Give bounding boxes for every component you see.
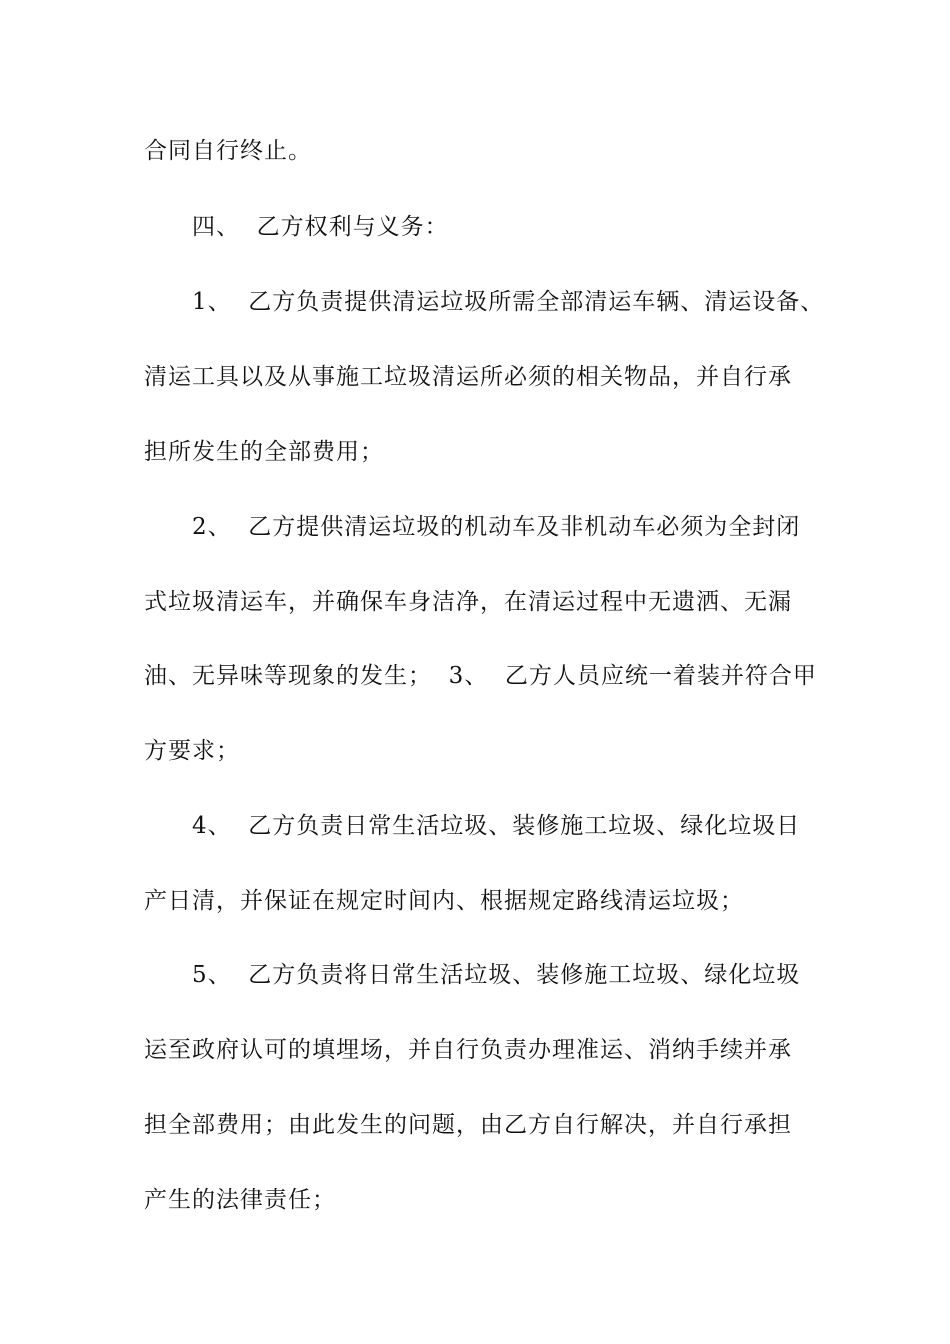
text-line: 1、 乙方负责提供清运垃圾所需全部清运车辆、清运设备、 [192, 289, 825, 315]
text-line: 担全部费用；由此发生的问题，由乙方自行解决，并自行承担 [144, 1112, 792, 1138]
text-line: 式垃圾清运车，并确保车身洁净，在清运过程中无遗洒、无漏 [144, 589, 792, 615]
text-line: 担所发生的全部费用； [144, 439, 384, 465]
text-line: 2、 乙方提供清运垃圾的机动车及非机动车必须为全封闭 [192, 514, 801, 540]
text-line: 合同自行终止。 [144, 138, 312, 164]
text-line: 4、 乙方负责日常生活垃圾、装修施工垃圾、绿化垃圾日 [192, 813, 801, 839]
text-line: 清运工具以及从事施工垃圾清运所必须的相关物品，并自行承 [144, 364, 792, 390]
text-line: 产生的法律责任； [144, 1187, 336, 1213]
text-line: 5、 乙方负责将日常生活垃圾、装修施工垃圾、绿化垃圾 [192, 962, 801, 988]
section-heading: 四、 乙方权利与义务： [192, 214, 449, 240]
text-line: 方要求； [144, 738, 240, 764]
text-line: 运至政府认可的填埋场，并自行负责办理准运、消纳手续并承 [144, 1037, 792, 1063]
text-line: 油、无异味等现象的发生； 3、 乙方人员应统一着装并符合甲 [144, 663, 817, 689]
text-line: 产日清，并保证在规定时间内、根据规定路线清运垃圾； [144, 888, 744, 914]
